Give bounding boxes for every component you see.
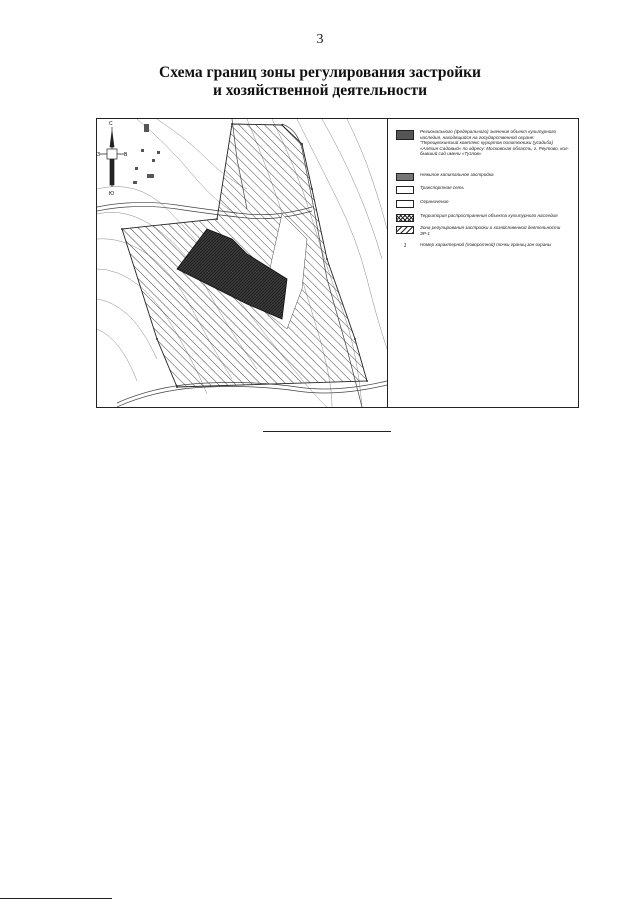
title-line-2: и хозяйственной деятельности — [212, 82, 428, 99]
legend-swatch-restriction — [396, 200, 414, 208]
buildings — [133, 124, 160, 184]
legend-item-transport — [396, 185, 570, 194]
legend-label: Территория распространения объекта культурного наследия — [420, 213, 558, 218]
section-divider — [263, 431, 391, 432]
footnote-rule — [0, 898, 112, 899]
legend-swatch-heritage — [396, 130, 414, 140]
legend-item-heritage-territory — [396, 213, 570, 222]
legend-label: Регионального (федерального) значения объект культурного наследия, находящийся на государственной охране: "Перещелкинский комплекс курортов политехники (усадьба) «Алёхин Садовый» по адресу: Московская область, г. Реутово, кол-бывший сад имени «Тузлов» — [420, 129, 569, 157]
legend-label: Нежилое капитальное застройка — [420, 172, 494, 177]
compass-rose — [100, 127, 124, 187]
legend-swatch-transport — [396, 186, 414, 194]
title-line-1: Схема границ зоны регулирования застройки — [159, 64, 481, 81]
zone-map — [97, 119, 388, 407]
map-drawing — [97, 119, 387, 407]
compass-north: С — [109, 121, 113, 127]
compass-south: Ю — [109, 191, 115, 197]
legend-label: Ограничение — [420, 199, 449, 204]
zone-boundary-scheme — [96, 118, 579, 408]
page-title — [0, 64, 640, 100]
legend-item-heritage-object — [396, 129, 570, 157]
legend-swatch-heritage-territory — [396, 214, 414, 222]
legend-item-nonoutbuilt — [396, 172, 570, 181]
map-legend — [388, 119, 578, 407]
legend-swatch-regulation-zone — [396, 226, 414, 234]
legend-label: Зона регулирования застройки и хозяйственной деятельности ЗР-1 — [420, 225, 561, 236]
legend-swatch-nonoutbuilt — [396, 173, 414, 181]
page-number: 3 — [316, 32, 324, 47]
legend-item-point-number — [396, 242, 570, 252]
legend-item-regulation-zone — [396, 225, 570, 236]
compass-east: В — [124, 152, 128, 158]
legend-item-restriction — [396, 199, 570, 208]
legend-point-marker: 1 — [403, 243, 407, 249]
legend-label: Транспортная сеть — [420, 185, 464, 190]
compass-west: З — [97, 152, 101, 158]
legend-label: Номер характерной (поворотной) точки границ зон охраны — [420, 242, 552, 247]
